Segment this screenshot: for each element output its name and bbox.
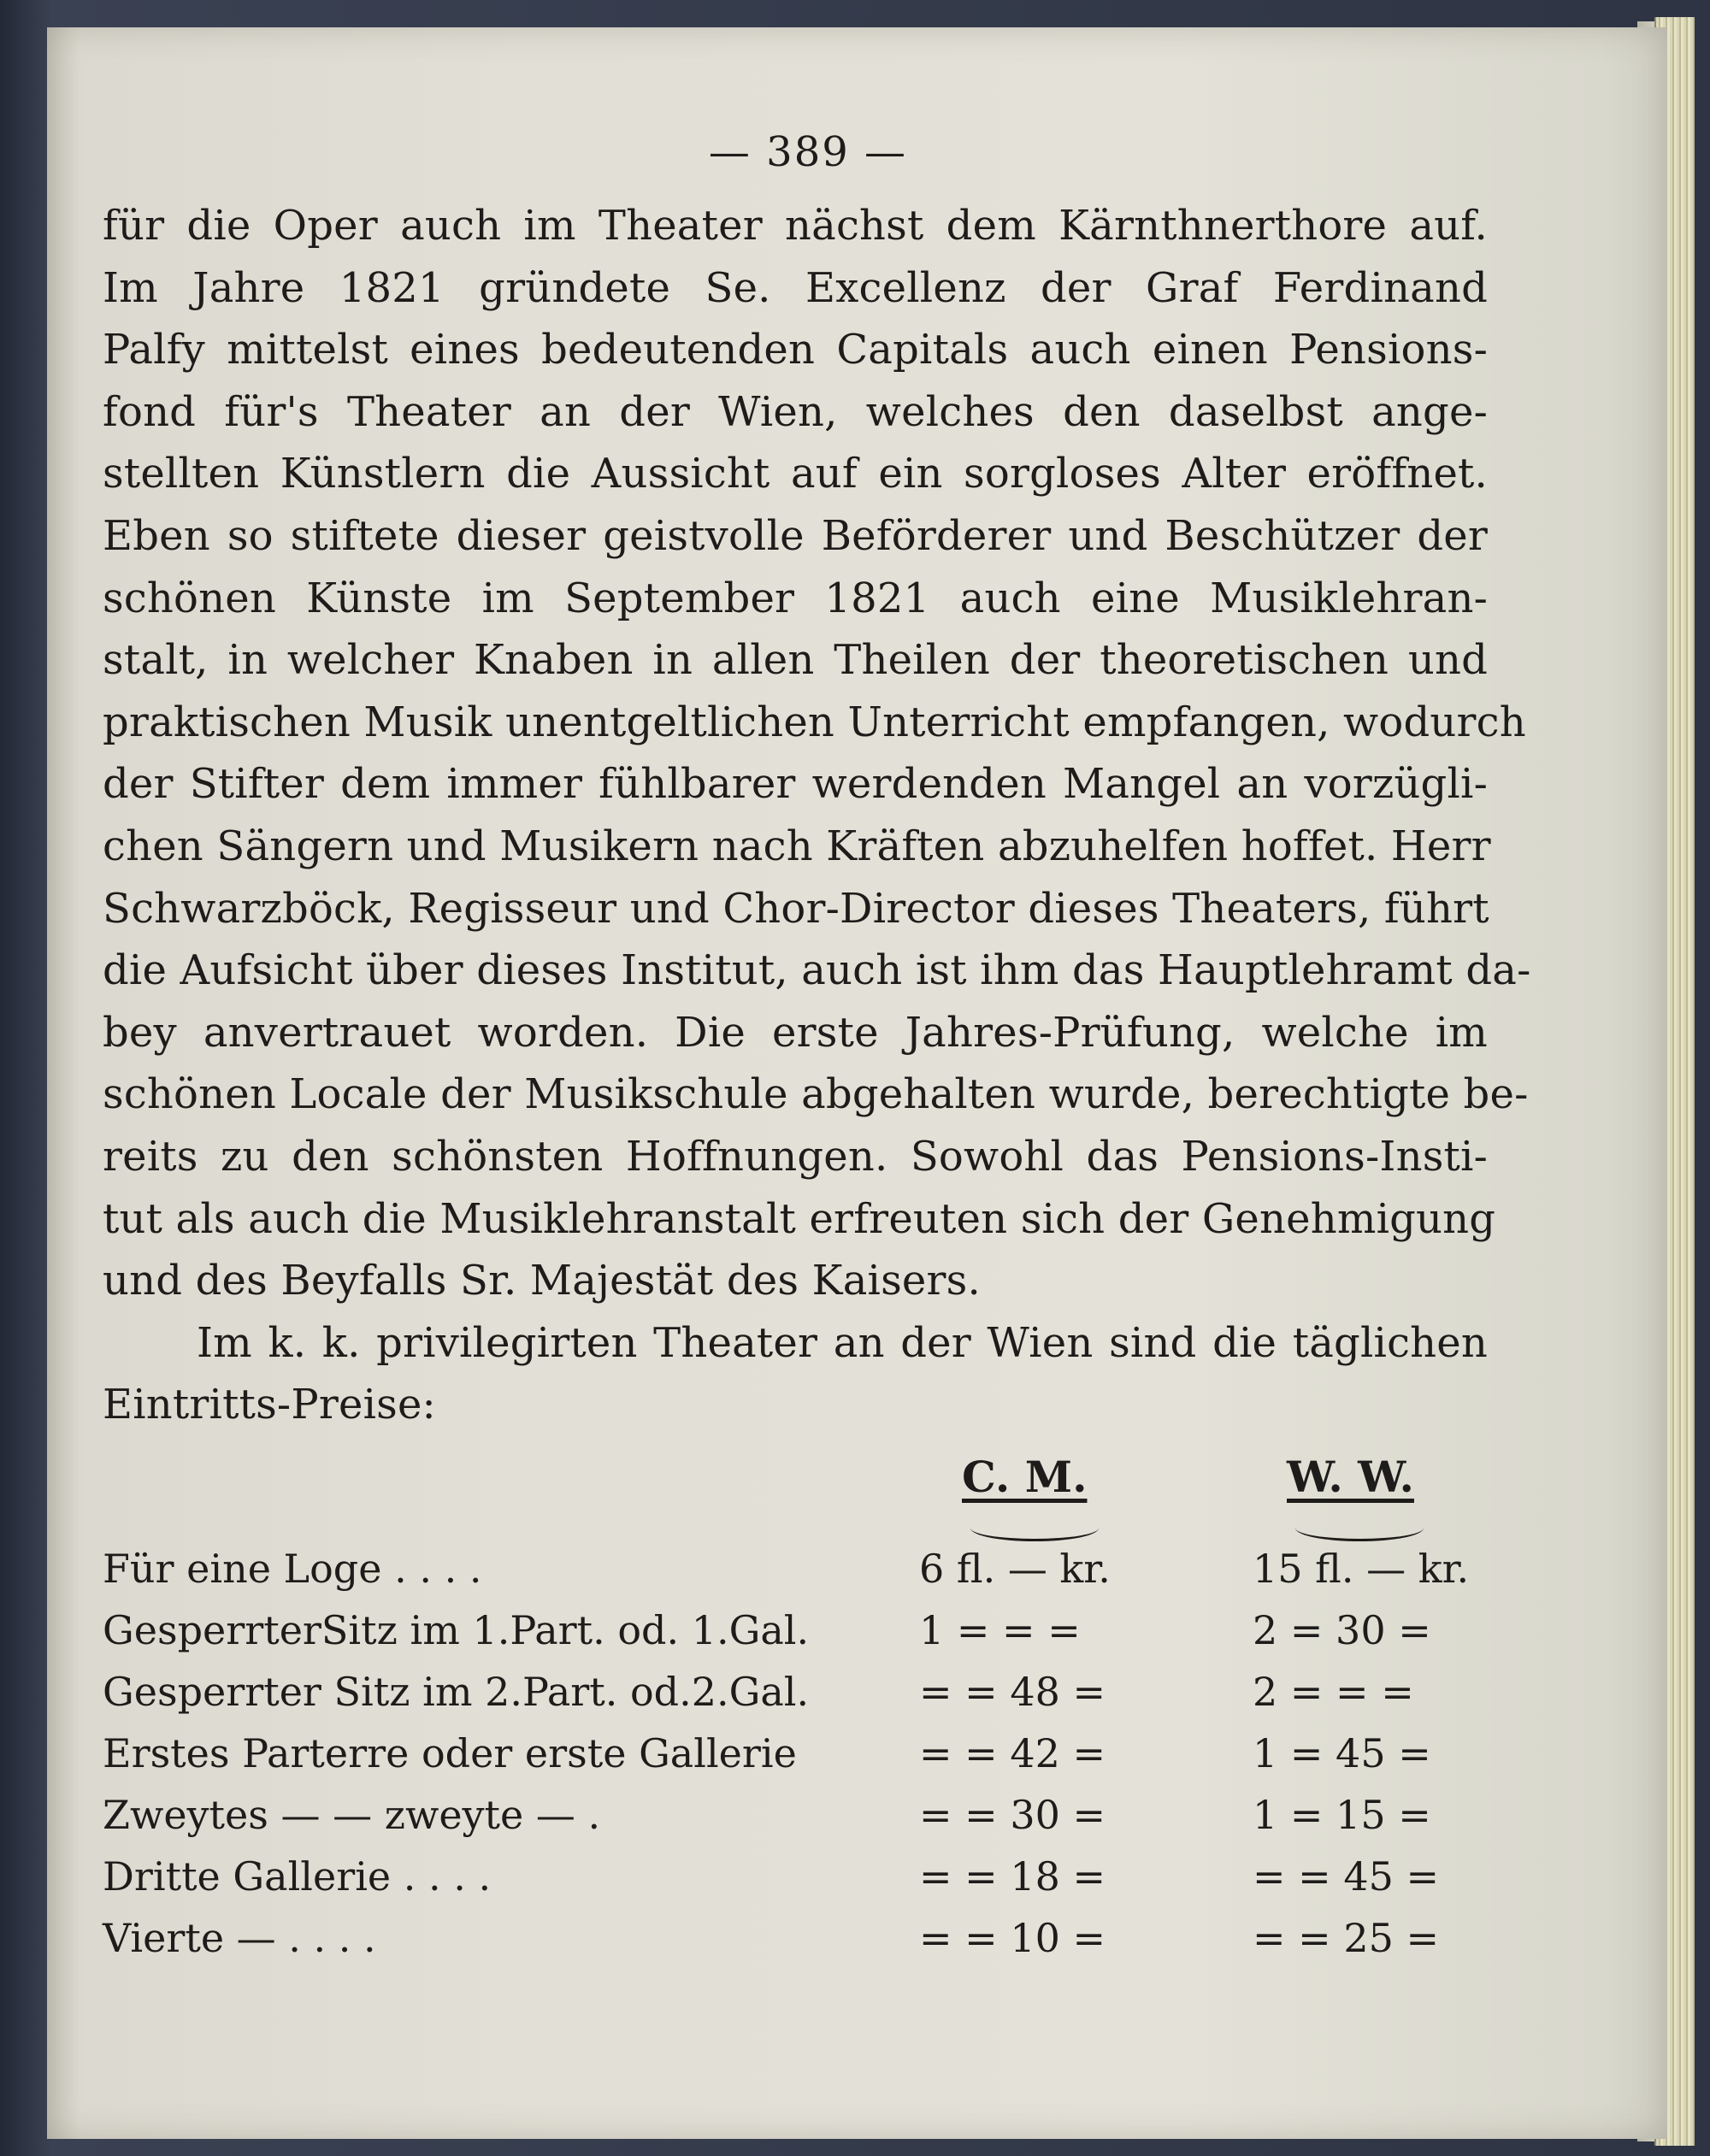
text-line: reits zu den schönsten Hoffnungen. Sowohl das Pensions-Insti- [103, 1132, 1488, 1181]
text-line: schönen Künste im September 1821 auch eine Musiklehran- [103, 574, 1488, 622]
price-ww: = = 25 = [1253, 1914, 1440, 1961]
price-label: Gesperrter Sitz im 2.Part. od.2.Gal. [103, 1668, 810, 1715]
price-label: Für eine Loge . . . . [103, 1545, 482, 1592]
text-line: und des Beyfalls Sr. Majestät des Kaisers. [103, 1257, 981, 1305]
text-line: die Aufsicht über dieses Institut, auch ist ihm das Hauptlehramt da- [103, 946, 1531, 995]
price-row [103, 1792, 1505, 1853]
text-line: stalt, in welcher Knaben in allen Theilen der theoretischen und [103, 636, 1488, 685]
price-row [103, 1607, 1505, 1669]
price-label: Dritte Gallerie . . . . [103, 1853, 492, 1900]
text-line: Eintritts-Preise: [103, 1381, 436, 1429]
price-cm: = = 48 = [919, 1668, 1106, 1715]
price-ww: 1 = 45 = [1253, 1729, 1431, 1776]
price-cm: = = 10 = [919, 1914, 1106, 1961]
text-line: Schwarzböck, Regisseur und Chor-Director dieses Theaters, führt [103, 884, 1489, 933]
text-line: chen Sängern und Musikern nach Kräften abzuhelfen hoffet. Herr [103, 822, 1491, 870]
text-line: bey anvertrauet worden. Die erste Jahres-Prüfung, welche im [103, 1008, 1488, 1057]
main-paragraph [103, 195, 1531, 1312]
brace-ww [1295, 1515, 1424, 1541]
text-line: Eben so stiftete dieser geistvolle Beförderer und Beschützer der [103, 511, 1488, 560]
text-line: fond für's Theater an der Wien, welches den daselbst ange- [103, 387, 1488, 436]
price-intro [103, 1312, 1488, 1436]
price-row [103, 1669, 1505, 1730]
text-line: der Stifter dem immer fühlbarer werdenden Mangel an vorzügli- [103, 760, 1488, 809]
price-ww: 1 = 15 = [1253, 1791, 1431, 1838]
text-line: Im Jahre 1821 gründete Se. Excellenz der Graf Ferdinand [103, 263, 1488, 312]
price-cm: = = 18 = [919, 1853, 1106, 1900]
price-cm: = = 42 = [919, 1729, 1106, 1776]
text-line: für die Oper auch im Theater nächst dem Kärnthnerthore auf. [103, 202, 1488, 250]
price-row [103, 1546, 1505, 1607]
price-ww: 2 = = = [1253, 1668, 1414, 1715]
price-ww: 2 = 30 = [1253, 1606, 1431, 1653]
text-line: schönen Locale der Musikschule abgehalten wurde, berechtigte be- [103, 1070, 1529, 1119]
price-cm: 1 = = = [919, 1606, 1081, 1653]
page-text-block [103, 128, 1531, 1982]
price-row [103, 1730, 1505, 1792]
text-line: Im k. k. privilegirten Theater an der Wien sind die täglichen [197, 1318, 1488, 1367]
price-ww: 15 fl. — kr. [1253, 1545, 1470, 1592]
price-table [103, 1452, 1488, 1982]
text-line: praktischen Musik unentgeltlichen Unterricht empfangen, wodurch [103, 698, 1526, 746]
currency-header-ww: W. W. [1287, 1451, 1414, 1502]
currency-header-cm: C. M. [962, 1451, 1088, 1502]
price-ww: = = 45 = [1253, 1853, 1440, 1900]
text-line: stellten Künstlern die Aussicht auf ein sorgloses Alter eröffnet. [103, 450, 1488, 498]
price-label: Erstes Parterre oder erste Gallerie [103, 1729, 797, 1776]
price-label: Zweytes — — zweyte — . [103, 1791, 601, 1838]
price-cm: = = 30 = [919, 1791, 1106, 1838]
text-line: tut als auch die Musiklehranstalt erfreuten sich der Genehmigung [103, 1194, 1496, 1243]
brace-cm [970, 1515, 1099, 1541]
price-label: Vierte — . . . . [103, 1914, 376, 1961]
page-number: — 389 — [708, 128, 908, 176]
price-cm: 6 fl. — kr. [919, 1545, 1111, 1592]
price-row [103, 1853, 1505, 1915]
text-line: Palfy mittelst eines bedeutenden Capitals auch einen Pensions- [103, 326, 1488, 374]
price-row [103, 1915, 1505, 1976]
price-label: GesperrterSitz im 1.Part. od. 1.Gal. [103, 1606, 810, 1653]
